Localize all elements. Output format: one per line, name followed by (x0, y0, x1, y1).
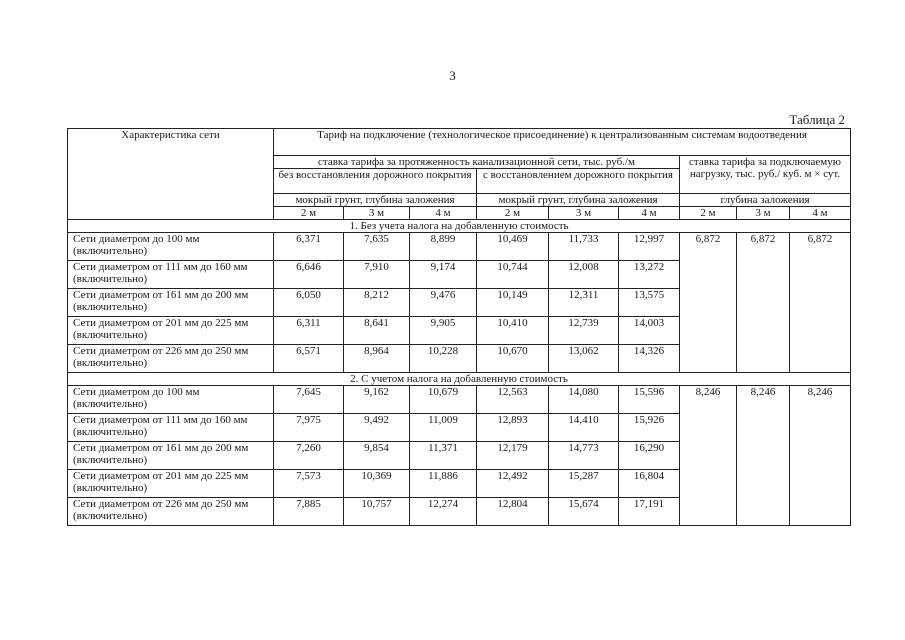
tariff-value: 14,773 (549, 442, 619, 470)
tariff-value: 9,905 (410, 317, 477, 345)
tariff-value: 10,670 (477, 345, 549, 373)
tariff-value: 8,212 (344, 289, 410, 317)
network-name: Сети диаметром от 226 мм до 250 мм (включительно) (68, 498, 274, 526)
network-name: Сети диаметром от 201 мм до 225 мм (включительно) (68, 470, 274, 498)
tariff-value: 12,274 (410, 498, 477, 526)
tariff-value: 10,149 (477, 289, 549, 317)
tariff-value: 14,326 (619, 345, 680, 373)
tariff-value: 7,885 (274, 498, 344, 526)
section-title: 1. Без учета налога на добавленную стоимость (68, 220, 851, 233)
header-depth-value: 2 м (680, 207, 737, 220)
tariff-value: 6,371 (274, 233, 344, 261)
tariff-table (67, 128, 851, 526)
network-name: Сети диаметром от 201 мм до 225 мм (включительно) (68, 317, 274, 345)
tariff-value: 6,646 (274, 261, 344, 289)
tariff-value: 12,179 (477, 442, 549, 470)
header-depth-value: 4 м (790, 207, 851, 220)
tariff-value: 12,739 (549, 317, 619, 345)
header-tariff-title: Тариф на подключение (технологическое присоединение) к централизованным системам водоотведения (274, 129, 851, 156)
tariff-value: 14,410 (549, 414, 619, 442)
load-rate-value: 6,872 (737, 233, 790, 373)
tariff-value: 15,674 (549, 498, 619, 526)
table-caption: Таблица 2 (789, 112, 845, 127)
header-depth-value: 3 м (737, 207, 790, 220)
tariff-value: 14,080 (549, 386, 619, 414)
tariff-value: 12,997 (619, 233, 680, 261)
tariff-value: 12,311 (549, 289, 619, 317)
tariff-value: 13,272 (619, 261, 680, 289)
tariff-value: 9,162 (344, 386, 410, 414)
tariff-value: 8,899 (410, 233, 477, 261)
tariff-value: 10,469 (477, 233, 549, 261)
tariff-value: 7,645 (274, 386, 344, 414)
tariff-value: 15,287 (549, 470, 619, 498)
header-depth-value: 2 м (274, 207, 344, 220)
tariff-value: 7,910 (344, 261, 410, 289)
network-name: Сети диаметром от 161 мм до 200 мм (включительно) (68, 442, 274, 470)
tariff-value: 10,228 (410, 345, 477, 373)
load-rate-value: 8,246 (680, 386, 737, 526)
tariff-value: 9,174 (410, 261, 477, 289)
tariff-value: 10,744 (477, 261, 549, 289)
tariff-value: 12,893 (477, 414, 549, 442)
tariff-value: 9,492 (344, 414, 410, 442)
network-name: Сети диаметром от 161 мм до 200 мм (включительно) (68, 289, 274, 317)
tariff-value: 7,975 (274, 414, 344, 442)
tariff-value: 13,575 (619, 289, 680, 317)
header-depth-value: 3 м (344, 207, 410, 220)
tariff-value: 6,311 (274, 317, 344, 345)
page-number: 3 (449, 68, 456, 83)
network-name: Сети диаметром от 111 мм до 160 мм (включительно) (68, 414, 274, 442)
tariff-value: 16,290 (619, 442, 680, 470)
tariff-value: 11,886 (410, 470, 477, 498)
header-characteristic: Характеристика сети (68, 129, 274, 220)
tariff-value: 11,733 (549, 233, 619, 261)
header-depth-value: 4 м (410, 207, 477, 220)
tariff-value: 10,369 (344, 470, 410, 498)
tariff-value: 9,476 (410, 289, 477, 317)
tariff-value: 8,964 (344, 345, 410, 373)
tariff-value: 13,062 (549, 345, 619, 373)
load-rate-value: 8,246 (790, 386, 851, 526)
header-depth-value: 3 м (549, 207, 619, 220)
tariff-value: 17,191 (619, 498, 680, 526)
header-depth: глубина заложения (680, 194, 851, 207)
tariff-value: 16,804 (619, 470, 680, 498)
header-depth-value: 4 м (619, 207, 680, 220)
tariff-value: 10,679 (410, 386, 477, 414)
header-rate-length: ставка тарифа за протяженность канализационной сети, тыс. руб./м (274, 156, 680, 169)
tariff-value: 14,003 (619, 317, 680, 345)
network-name: Сети диаметром до 100 мм (включительно) (68, 386, 274, 414)
network-name: Сети диаметром от 111 мм до 160 мм (включительно) (68, 261, 274, 289)
tariff-value: 7,573 (274, 470, 344, 498)
tariff-value: 12,804 (477, 498, 549, 526)
table-row (68, 233, 851, 261)
tariff-value: 10,757 (344, 498, 410, 526)
header-with-restoration: с восстановлением дорожного покрытия (477, 169, 680, 194)
tariff-value: 11,371 (410, 442, 477, 470)
tariff-value: 11,009 (410, 414, 477, 442)
header-wet-soil: мокрый грунт, глубина заложения (274, 194, 477, 207)
tariff-value: 7,635 (344, 233, 410, 261)
network-name: Сети диаметром от 226 мм до 250 мм (включительно) (68, 345, 274, 373)
tariff-value: 9,854 (344, 442, 410, 470)
tariff-value: 12,008 (549, 261, 619, 289)
tariff-value: 15,596 (619, 386, 680, 414)
table-row (68, 386, 851, 414)
tariff-value: 12,563 (477, 386, 549, 414)
header-rate-load: ставка тарифа за подключаемую нагрузку, тыс. руб./ куб. м × сут. (680, 156, 851, 194)
tariff-value: 12,492 (477, 470, 549, 498)
header-without-restoration: без восстановления дорожного покрытия (274, 169, 477, 194)
section-title: 2. С учетом налога на добавленную стоимость (68, 373, 851, 386)
tariff-value: 7,260 (274, 442, 344, 470)
network-name: Сети диаметром до 100 мм (включительно) (68, 233, 274, 261)
tariff-value: 6,050 (274, 289, 344, 317)
load-rate-value: 6,872 (680, 233, 737, 373)
header-wet-soil: мокрый грунт, глубина заложения (477, 194, 680, 207)
tariff-value: 15,926 (619, 414, 680, 442)
load-rate-value: 8,246 (737, 386, 790, 526)
tariff-value: 10,410 (477, 317, 549, 345)
tariff-value: 6,571 (274, 345, 344, 373)
tariff-value: 8,641 (344, 317, 410, 345)
load-rate-value: 6,872 (790, 233, 851, 373)
header-depth-value: 2 м (477, 207, 549, 220)
